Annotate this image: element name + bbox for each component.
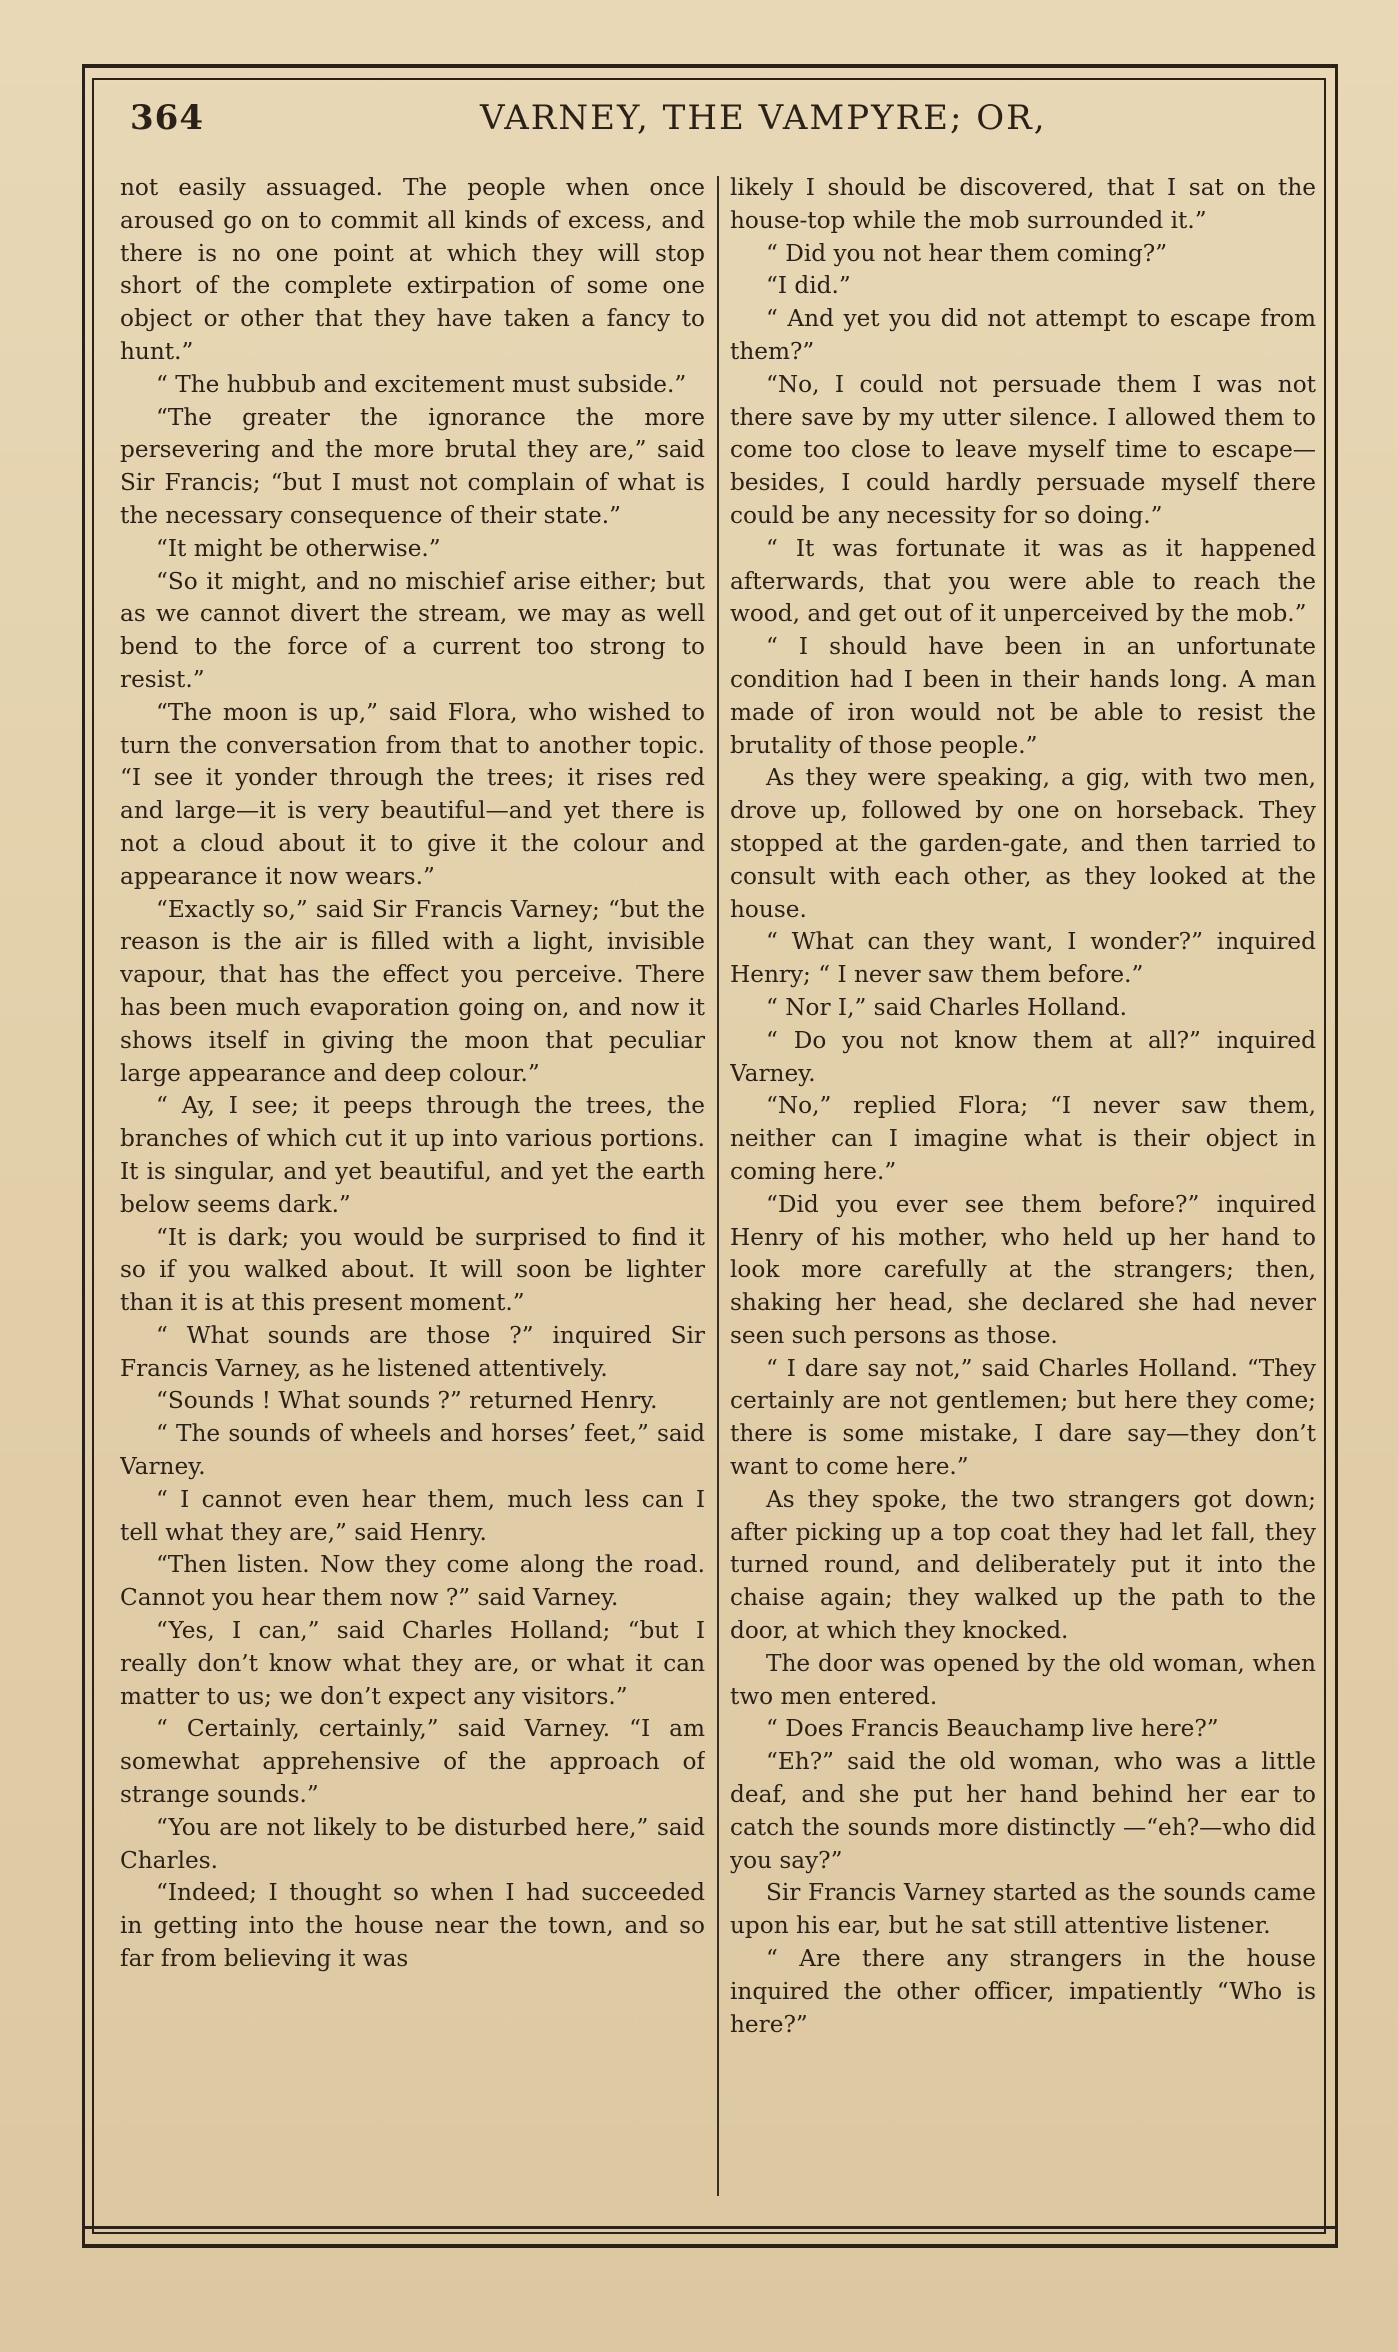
running-head: VARNEY, THE VAMPYRE; OR, [480, 98, 1047, 138]
paragraph: “Did you ever see them before?” inquired Henry of his mother, who held up her hand to look more carefully at the strangers; then, shaking her head, she declared she had never seen such persons as those. [730, 1190, 1316, 1349]
right-column [730, 172, 1316, 2202]
paragraph: “ What can they want, I wonder?” inquired Henry; “ I never saw them before.” [730, 928, 1316, 989]
paragraph: “ Does Francis Beauchamp live here?” [766, 1715, 1219, 1743]
paragraph: “It might be otherwise.” [156, 534, 441, 562]
paragraph: “Then listen. Now they come along the road. Cannot you hear them now ?” said Varney. [120, 1551, 705, 1612]
paragraph: “It is dark; you would be surprised to find it so if you walked about. It will soon be lighter than it is at this present moment.” [120, 1223, 705, 1317]
paragraph: “Eh?” said the old woman, who was a little deaf, and she put her hand behind her ear to catch the sounds more distinctly —“eh?—who did you say?” [730, 1748, 1316, 1874]
page-header [130, 98, 1300, 158]
paragraph: “So it might, and no mischief arise either; but as we cannot divert the stream, we may as well bend to the force of a current too strong to resist.” [120, 567, 705, 693]
paragraph: “ The sounds of wheels and horses’ feet,” said Varney. [120, 1420, 705, 1481]
paragraph: “Indeed; I thought so when I had succeeded in getting into the house near the town, and so far from believing it was [120, 1879, 705, 1973]
paragraph: As they were speaking, a gig, with two men, drove up, followed by one on horseback. They stopped at the garden-gate, and then tarried to consult with each other, as they looked at the house. [730, 764, 1316, 923]
paragraph: “ I should have been in an unfortunate condition had I been in their hands long. A man made of iron would not be able to resist the brutality of those people.” [730, 633, 1316, 759]
paragraph: “The moon is up,” said Flora, who wished to turn the conversation from that to another topic. “I see it yonder through the trees; it rises red and large—it is very beautiful—and yet there is not a cloud about it to give it the colour and appearance it now wears.” [120, 698, 705, 890]
paragraph: “ It was fortunate it was as it happened afterwards, that you were able to reach the wood, and get out of it unperceived by the mob.” [730, 534, 1316, 628]
paragraph: “ I cannot even hear them, much less can I tell what they are,” said Henry. [120, 1485, 705, 1546]
paragraph: “ And yet you did not attempt to escape from them?” [730, 305, 1316, 365]
paragraph: “ Do you not know them at all?” inquired Varney. [730, 1026, 1316, 1087]
paragraph: “I did.” [766, 272, 851, 300]
paragraph: “ The hubbub and excitement must subside.” [156, 370, 687, 398]
paragraph: “You are not likely to be disturbed here,” said Charles. [120, 1813, 705, 1874]
paragraph: “ Are there any strangers in the house inquired the other officer, impatiently “Who is here?” [730, 1945, 1316, 2038]
paragraph: “No,” replied Flora; “I never saw them, neither can I imagine what is their object in coming here.” [730, 1092, 1316, 1185]
paragraph: likely I should be discovered, that I sat on the house-top while the mob surrounded it.” [730, 174, 1316, 234]
paragraph: “Sounds ! What sounds ?” returned Henry. [156, 1387, 658, 1415]
left-column [120, 172, 705, 2202]
paragraph: As they spoke, the two strangers got down; after picking up a top coat they had let fall, they turned round, and deliberately put it into the chaise again; they walked up the path to the door, at which they knocked. [730, 1485, 1316, 1645]
paragraph: Sir Francis Varney started as the sounds came upon his ear, but he sat still attentive listener. [730, 1879, 1316, 1940]
paragraph: “ Did you not hear them coming?” [766, 239, 1168, 267]
paragraph: “ I dare say not,” said Charles Holland. “They certainly are not gentlemen; but here they come; there is some mistake, I dare say—they don’t want to come here.” [730, 1354, 1316, 1481]
paragraph: “Yes, I can,” said Charles Holland; “but I really don’t know what they are, or what it can matter to us; we don’t expect any visitors.” [120, 1617, 705, 1710]
page-number: 364 [130, 98, 204, 138]
paragraph: not easily assuaged. The people when once aroused go on to commit all kinds of excess, and there is no one point at which they will stop short of the complete extirpation of some one object or other that they have taken a fancy to hunt.” [120, 174, 705, 365]
paragraph: The door was opened by the old woman, when two men entered. [730, 1649, 1316, 1710]
paragraph: “ Nor I,” said Charles Holland. [766, 993, 1128, 1021]
bottom-rule [82, 2226, 1338, 2229]
paragraph: “No, I could not persuade them I was not there save by my utter silence. I allowed them to come too close to leave myself time to escape—besides, I could hardly persuade myself there could be any necessity for so doing.” [730, 370, 1316, 529]
paragraph: “ Certainly, certainly,” said Varney. “I am somewhat apprehensive of the approach of strange sounds.” [120, 1715, 705, 1809]
paragraph: “ What sounds are those ?” inquired Sir Francis Varney, as he listened attentively. [120, 1321, 705, 1382]
paragraph: “Exactly so,” said Sir Francis Varney; “but the reason is the air is filled with a light, invisible vapour, that has the effect you perceive. There has been much evaporation going on, and now it shows itself in giving the moon that peculiar large appearance and deep colour.” [120, 895, 705, 1087]
paragraph: “The greater the ignorance the more persevering and the more brutal they are,” said Sir Francis; “but I must not complain of what is the necessary consequence of their state.” [120, 403, 705, 529]
paragraph: “ Ay, I see; it peeps through the trees, the branches of which cut it up into various portions. It is singular, and yet beautiful, and yet the earth below seems dark.” [120, 1092, 705, 1218]
column-divider [717, 176, 719, 2196]
